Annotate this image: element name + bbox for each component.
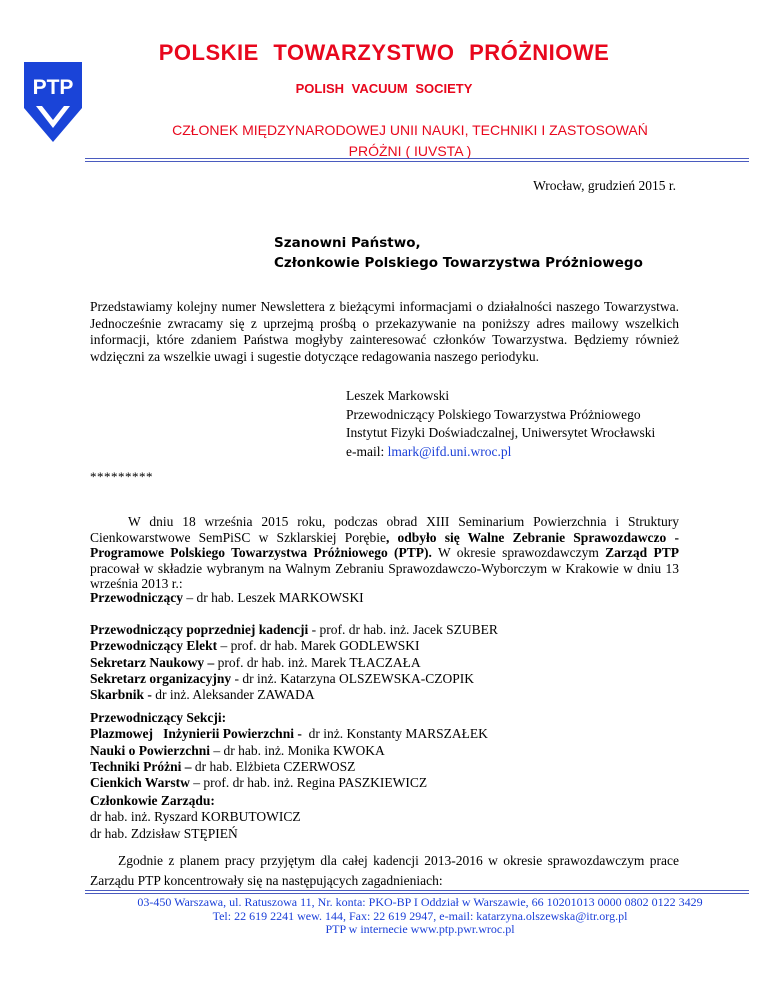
chair-line xyxy=(90,590,364,606)
signature-name: Leszek Markowski xyxy=(346,388,450,403)
logo-text: PTP xyxy=(32,76,74,99)
board-person: prof. dr hab. inż. Marek TŁACZAŁA xyxy=(214,654,421,670)
letter-date: Wrocław, grudzień 2015 r. xyxy=(533,178,676,193)
board-role: Przewodniczący Elekt xyxy=(90,638,218,654)
footer-website[interactable]: PTP w internecie www.ptp.pwr.wroc.pl xyxy=(325,922,515,936)
board-role: Przewodniczący poprzedniej kadencji xyxy=(90,622,309,637)
chair-value: – dr hab. Leszek MARKOWSKI xyxy=(182,590,364,605)
signature xyxy=(346,387,655,461)
sections-title: Przewodniczący Sekcji: xyxy=(90,710,227,725)
signature-email-line xyxy=(346,443,655,462)
board-role: Sekretarz Naukowy – xyxy=(90,654,215,670)
header-divider xyxy=(85,158,749,159)
header-divider-2 xyxy=(85,161,749,162)
meeting-text-3: W okresie sprawozdawczym xyxy=(431,545,606,561)
board-person: dr inż. Aleksander ZAWADA xyxy=(151,687,315,703)
list-item xyxy=(90,687,498,703)
closing-paragraph: Zgodnie z planem pracy przyjętym dla całej kadencji 2013-2016 w okresie sprawozdawczym prace Zarządu PTP koncentrowały się na następujących zagadnieniach: xyxy=(90,853,679,888)
greeting-line-2: Członkowie Polskiego Towarzystwa Próżniowego xyxy=(274,255,643,271)
email-label: e-mail: xyxy=(346,443,388,459)
footer xyxy=(90,896,750,937)
email-link[interactable]: lmark@ifd.uni.wroc.pl xyxy=(387,443,512,459)
meeting-text-1: W dniu 18 września 2015 roku, podczas obrad XIII Seminarium Powierzchnia i Struktury Cienkowarstwowe SemPiSC w Szklarskiej Porębie xyxy=(90,514,679,545)
list-item xyxy=(90,743,488,759)
signature-institution: Instytut Fizyki Doświadczalnej, Uniwersytet Wrocławski xyxy=(346,425,656,441)
list-item xyxy=(90,759,488,775)
greeting-line-1: Szanowni Państwo, xyxy=(274,235,421,251)
meeting-text-4: pracował w składzie wybranym na Walnym Zebraniu Sprawozdawczo-Wyborczym w Krakowie w dniu 13 września 2013 r.: xyxy=(90,560,679,592)
board-person: - dr inż. Katarzyna OLSZEWSKA-CZOPIK xyxy=(231,670,475,686)
section-chair: – dr hab. inż. Monika KWOKA xyxy=(210,742,385,758)
separator: ********* xyxy=(90,469,153,484)
section-name: Nauki o Powierzchni xyxy=(90,742,210,758)
section-name: Cienkich Warstw xyxy=(90,775,190,791)
board-role: Skarbnik - xyxy=(90,687,152,703)
board-role: Sekretarz organizacyjny xyxy=(90,670,232,686)
membership-note xyxy=(140,120,680,162)
footer-divider xyxy=(85,890,749,891)
membership-line-1: CZŁONEK MIĘDZYNARODOWEJ UNII NAUKI, TECHNIKI I ZASTOSOWAŃ xyxy=(172,122,648,138)
board-person: - prof. dr hab. inż. Jacek SZUBER xyxy=(308,622,498,637)
membership-line-2: PRÓŻNI ( IUVSTA ) xyxy=(348,143,472,159)
members-list xyxy=(90,793,301,842)
footer-address: 03-450 Warszawa, ul. Ratuszowa 11, Nr. konta: PKO-BP I Oddział w Warszawie, 66 10201013 0000 0802 0122 3429 xyxy=(137,895,703,909)
section-name: Techniki Próżni – xyxy=(90,758,192,774)
list-item xyxy=(90,775,488,791)
list-item xyxy=(90,622,498,638)
section-chair: dr hab. Elżbieta CZERWOSZ xyxy=(191,758,356,774)
organization-title: POLSKIE TOWARZYSTWO PRÓŻNIOWE xyxy=(158,40,610,65)
list-item xyxy=(90,638,498,654)
list-item xyxy=(90,671,498,687)
meeting-board: Zarząd PTP xyxy=(605,545,679,561)
footer-divider-2 xyxy=(85,893,749,894)
list-item xyxy=(90,655,498,671)
section-chair: dr inż. Konstanty MARSZAŁEK xyxy=(305,726,488,742)
signature-role: Przewodniczący Polskiego Towarzystwa Próżniowego xyxy=(346,406,641,422)
list-item xyxy=(90,726,488,742)
greeting xyxy=(274,233,643,273)
section-name: Plazmowej Inżynierii Powierzchni - xyxy=(90,726,306,742)
meeting-text-2: , odbyło się xyxy=(385,529,468,545)
meeting-title: Walne Zebranie Sprawozdawczo - Programowe Polskiego Towarzystwa Próżniowego (PTP). xyxy=(90,529,679,561)
sections-list xyxy=(90,710,488,791)
board-person: – prof. dr hab. Marek GODLEWSKI xyxy=(217,638,420,654)
intro-paragraph: Przedstawiamy kolejny numer Newslettera z bieżącymi informacjami o działalności naszego Towarzystwa. Jednocześnie zwracamy się z uprzejmą prośbą o przekazywanie na poniższy adres mailowy wszelkich informacji, które zdaniem Państwa mogłyby zainteresować członków Towarzystwa. Będziemy również wdzięczni za wszelkie uwagi i sugestie dotyczące redagowania naszego periodyku. xyxy=(90,299,679,364)
meeting-paragraph xyxy=(90,514,679,592)
list-item: dr hab. Zdzisław STĘPIEŃ xyxy=(90,825,238,841)
board-list xyxy=(90,622,498,703)
chair-label: Przewodniczący xyxy=(90,590,183,605)
organization-subtitle: POLISH VACUUM SOCIETY xyxy=(295,81,473,96)
ptp-logo xyxy=(22,60,84,144)
members-title: Członkowie Zarządu: xyxy=(90,793,215,808)
section-chair: – prof. dr hab. inż. Regina PASZKIEWICZ xyxy=(189,775,428,791)
list-item: dr hab. inż. Ryszard KORBUTOWICZ xyxy=(90,809,301,825)
footer-contact: Tel: 22 619 2241 wew. 144, Fax: 22 619 2947, e-mail: katarzyna.olszewska@itr.org.pl xyxy=(212,908,628,923)
